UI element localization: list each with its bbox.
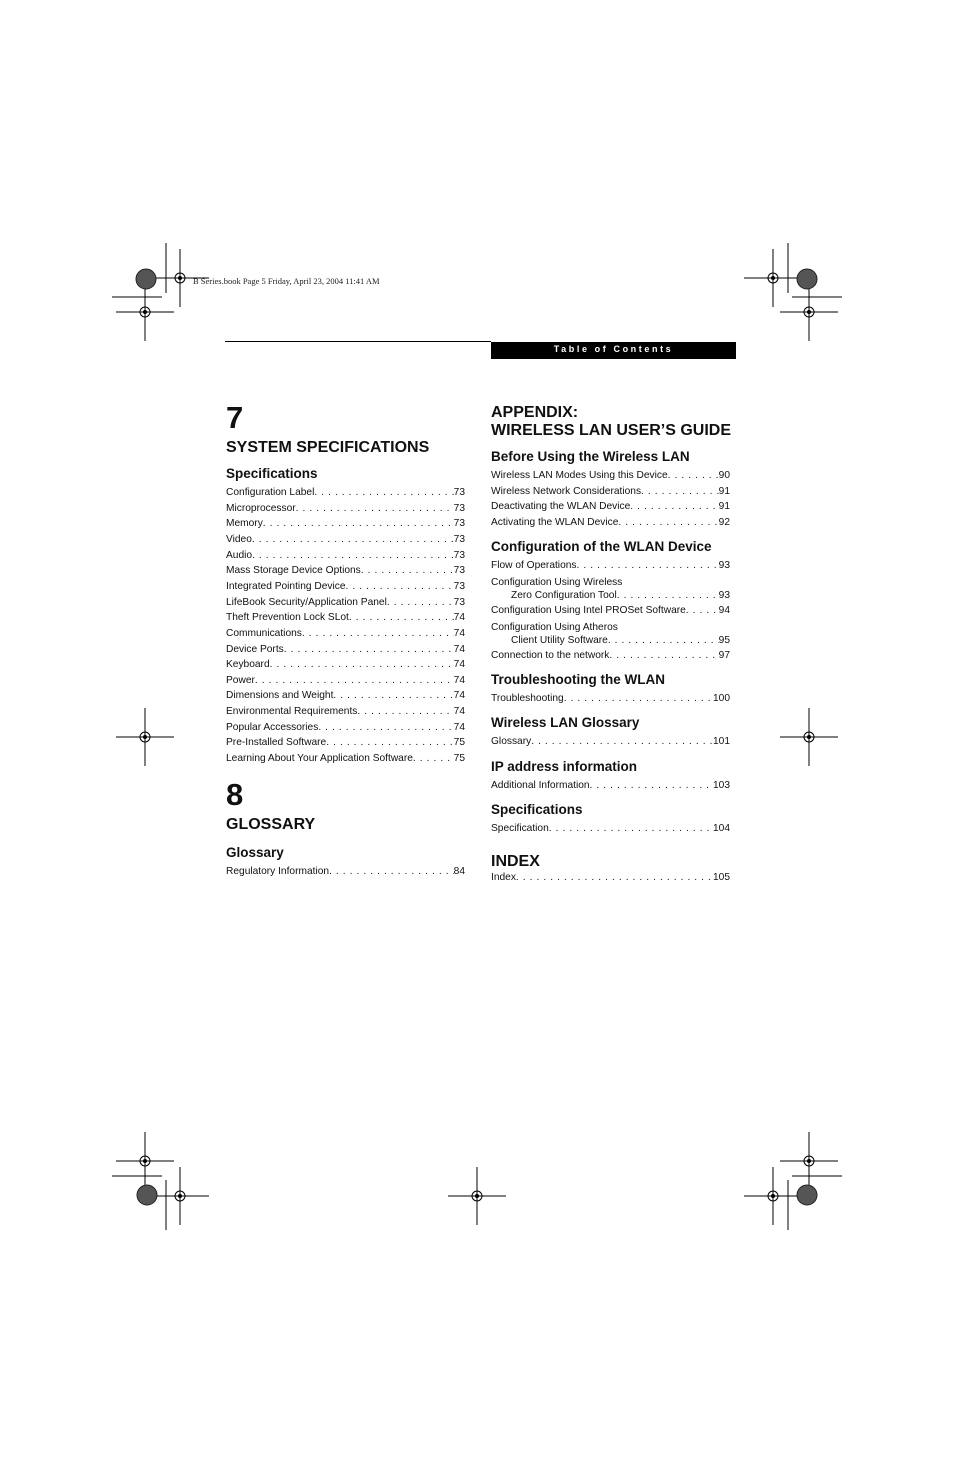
chapter-7-number: 7: [226, 400, 244, 435]
registration-target-icon: [116, 1132, 174, 1190]
dot-leader: [590, 780, 713, 792]
toc-entry[interactable]: [226, 581, 465, 593]
toc-entry-page: 74: [453, 690, 465, 702]
toc-entry-text: Wireless LAN Modes Using this Device: [491, 470, 668, 481]
toc-entry-text: Configuration Using Atheros: [491, 622, 618, 633]
dot-leader: [608, 634, 719, 647]
dot-leader: [349, 612, 454, 624]
toc-entry[interactable]: [226, 628, 465, 640]
dot-leader: [314, 487, 453, 499]
toc-entry-text: Mass Storage Device Options: [226, 565, 361, 577]
toc-entry-page: 93: [718, 560, 730, 571]
toc-entry-text: Troubleshooting: [491, 693, 564, 704]
toc-entry[interactable]: [491, 621, 730, 647]
dot-leader: [387, 597, 454, 609]
color-bar-disc-icon: [797, 1185, 817, 1205]
toc-entry[interactable]: [491, 470, 730, 482]
toc-entry-text: Additional Information: [491, 780, 590, 791]
appendix-title-line2: WIRELESS LAN USER’S GUIDE: [491, 422, 732, 439]
dot-leader: [413, 753, 454, 765]
toc-entry[interactable]: [226, 518, 465, 530]
appendix-title-line1: APPENDIX:: [491, 404, 579, 421]
toc-entry[interactable]: [491, 486, 730, 498]
dot-leader: [361, 565, 454, 577]
dot-leader: [609, 650, 718, 662]
toc-entry[interactable]: [226, 597, 465, 609]
toc-entry[interactable]: [226, 644, 465, 656]
toc-entry[interactable]: [491, 736, 730, 748]
dot-leader: [617, 589, 719, 602]
toc-entry[interactable]: [491, 650, 730, 662]
toc-entry-text: Memory: [226, 518, 263, 530]
toc-entry-text: Keyboard: [226, 659, 270, 671]
toc-entry[interactable]: [491, 780, 730, 792]
toc-entry[interactable]: [491, 501, 730, 513]
toc-entry-page: 74: [453, 627, 465, 639]
toc-entry-text: Deactivating the WLAN Device: [491, 501, 631, 513]
index-title: INDEX: [491, 853, 540, 870]
toc-entry-page: 91: [718, 485, 730, 497]
toc-entry[interactable]: [226, 659, 465, 671]
toc-entry-text: Configuration Using Intel PROSet Software: [491, 605, 686, 616]
dot-leader: [270, 659, 454, 671]
toc-entry-text: Theft Prevention Lock SLot: [226, 612, 349, 624]
dot-leader: [302, 628, 454, 640]
dot-leader: [630, 501, 718, 513]
toc-entry-page: 74: [453, 659, 465, 671]
color-bar-disc-icon: [137, 1185, 157, 1205]
toc-entry-page: 73: [453, 502, 465, 514]
dot-leader: [549, 823, 713, 835]
dot-leader: [686, 605, 719, 617]
color-bar-disc-icon: [136, 269, 156, 289]
toc-entry[interactable]: [226, 690, 465, 702]
section-ip-address: IP address information: [491, 759, 638, 774]
toc-entry-text: Flow of Operations: [491, 560, 577, 571]
toc-entry[interactable]: [226, 722, 465, 734]
dot-leader: [346, 581, 454, 593]
toc-entry[interactable]: [226, 675, 465, 687]
dot-leader: [357, 706, 453, 718]
toc-entry-text: Index: [491, 872, 516, 883]
section-specifications: Specifications: [226, 466, 318, 481]
dot-leader: [296, 503, 454, 515]
section-configuration: Configuration of the WLAN Device: [491, 539, 712, 554]
toc-entry-page: 97: [718, 650, 730, 661]
dot-leader: [516, 872, 713, 884]
toc-entry-page: 74: [453, 721, 465, 733]
toc-entry[interactable]: [226, 550, 465, 562]
dot-leader: [318, 722, 453, 734]
dot-leader: [577, 560, 719, 572]
registration-target-icon: [780, 1132, 838, 1190]
chapter-8-number: 8: [226, 777, 244, 812]
toc-entry-page: 100: [713, 693, 730, 704]
toc-entry-text: Popular Accessories: [226, 721, 319, 733]
toc-entry[interactable]: [226, 737, 465, 749]
dot-leader: [641, 486, 719, 498]
toc-entry-text: Dimensions and Weight: [226, 690, 334, 702]
toc-entry-text: Configuration Label: [226, 487, 315, 498]
toc-entry[interactable]: [226, 612, 465, 624]
toc-entry[interactable]: [226, 866, 465, 878]
registration-target-icon: [744, 249, 802, 307]
toc-entry-text: Device Ports: [226, 643, 284, 655]
toc-entry[interactable]: [226, 753, 465, 765]
toc-entry-text: LifeBook Security/Application Panel: [226, 596, 387, 608]
toc-entry-text: Pre-Installed Software: [226, 737, 327, 749]
toc-entry-page: 73: [453, 549, 465, 561]
toc-entry-text-continued: Zero Configuration Tool: [511, 590, 617, 601]
toc-entry[interactable]: [226, 706, 465, 718]
toc-entry[interactable]: [491, 693, 730, 705]
toc-entry-page: 93: [718, 590, 730, 601]
toc-entry-page: 74: [453, 643, 465, 655]
toc-entry-text: Environmental Requirements: [226, 706, 358, 718]
toc-entry-page: 101: [713, 736, 730, 747]
dot-leader: [326, 737, 453, 749]
toc-entry-page: 75: [453, 737, 465, 749]
toc-entry-page: 73: [453, 518, 465, 530]
toc-entry-page: 91: [718, 501, 730, 513]
toc-entry-page: 73: [453, 487, 465, 498]
dot-leader: [252, 534, 454, 546]
toc-entry[interactable]: [491, 576, 730, 602]
registration-target-icon: [780, 708, 838, 766]
toc-entry-page: 73: [453, 596, 465, 608]
toc-entry-page: 73: [453, 533, 465, 545]
dot-leader: [284, 644, 454, 656]
toc-entry-text: Regulatory Information: [226, 866, 330, 877]
toc-entry-text: Configuration Using Wireless: [491, 577, 623, 588]
header-tab-label: Table of Contents: [553, 344, 674, 354]
toc-entry-text: Glossary: [491, 736, 532, 747]
file-slug: B Series.book Page 5 Friday, April 23, 2004 11:41 AM: [193, 276, 380, 286]
registration-target-icon: [116, 708, 174, 766]
toc-entry[interactable]: [491, 517, 730, 529]
toc-entry-page: 74: [453, 612, 465, 624]
section-wlan-glossary: Wireless LAN Glossary: [491, 715, 640, 730]
section-specifications-appendix: Specifications: [491, 802, 583, 817]
toc-entry-text: Power: [226, 674, 255, 686]
toc-entry-page: 105: [713, 872, 730, 883]
dot-leader: [263, 518, 454, 530]
toc-entry[interactable]: [491, 823, 730, 835]
toc-entry[interactable]: [491, 872, 730, 884]
dot-leader: [564, 693, 713, 705]
toc-entry[interactable]: [226, 503, 465, 515]
toc-entry-text: Learning About Your Application Software: [226, 753, 413, 765]
toc-entry-text: Connection to the network: [491, 650, 610, 661]
toc-entry-text-continued: Client Utility Software: [511, 635, 608, 646]
chapter-8-title: GLOSSARY: [226, 816, 316, 833]
dot-leader: [252, 550, 454, 562]
toc-entry-text: Communications: [226, 627, 302, 639]
dot-leader: [333, 690, 453, 702]
toc-entry-page: 74: [453, 674, 465, 686]
toc-entry[interactable]: [226, 565, 465, 577]
toc-entry-text: Microprocessor: [226, 502, 296, 514]
registration-target-icon: [448, 1167, 506, 1225]
toc-entry-text: Audio: [226, 549, 253, 561]
toc-entry-text: Activating the WLAN Device: [491, 516, 619, 528]
toc-entry-page: 90: [718, 470, 730, 481]
toc-entry[interactable]: [226, 487, 465, 499]
toc-entry-page: 104: [713, 823, 730, 834]
toc-entry-page: 74: [453, 706, 465, 718]
dot-leader: [255, 675, 454, 687]
section-before-using: Before Using the Wireless LAN: [491, 449, 690, 464]
toc-entry-page: 73: [453, 580, 465, 592]
toc-entry[interactable]: [491, 560, 730, 572]
dot-leader: [531, 736, 713, 748]
toc-entry-page: 75: [453, 753, 465, 765]
toc-entry-text: Specification: [491, 823, 549, 834]
dot-leader: [668, 470, 719, 482]
dot-leader: [329, 866, 454, 878]
toc-entry-text: Integrated Pointing Device: [226, 580, 346, 592]
dot-leader: [618, 517, 718, 529]
registration-target-icon: [780, 283, 838, 341]
section-glossary: Glossary: [226, 845, 284, 860]
toc-entry-page: 73: [453, 565, 465, 577]
section-troubleshooting: Troubleshooting the WLAN: [491, 672, 665, 687]
toc-entry-page: 103: [713, 780, 730, 791]
toc-entry-text: Video: [226, 533, 252, 545]
registration-target-icon: [116, 283, 174, 341]
toc-entry-text: Wireless Network Considerations: [491, 485, 642, 497]
header-tab: [491, 342, 736, 359]
toc-entry[interactable]: [226, 534, 465, 546]
header-rule: [225, 341, 491, 342]
toc-entry-page: 95: [718, 635, 730, 646]
toc-entry-page: 84: [453, 866, 465, 877]
toc-entry-page: 94: [718, 605, 730, 616]
toc-entry[interactable]: [491, 605, 730, 617]
chapter-7-title: SYSTEM SPECIFICATIONS: [226, 439, 430, 456]
toc-entry-page: 92: [718, 516, 730, 528]
color-bar-disc-icon: [797, 269, 817, 289]
